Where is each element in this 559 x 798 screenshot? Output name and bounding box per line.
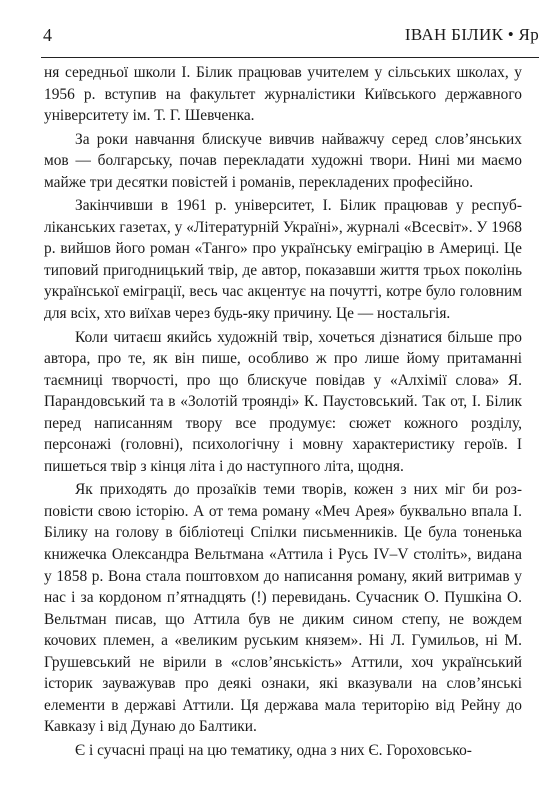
page-number: 4	[43, 25, 52, 45]
paragraph-2: За роки навчання блискуче вивчив найважчу серед слов’янських мов — болгарську, почав перекладати художні твори. Нині ми маємо майже три десятки повістей і романів, перекладених професійно.	[44, 130, 522, 191]
paragraph-6: Є і сучасні праці на цю тематику, одна з них Є. Гороховсько-	[75, 741, 472, 759]
paragraph-3: Закінчивши в 1961 р. університет, І. Білик працював у республіканських газетах, у «Літературній Україні», журналі «Всесвіт». У 1968 р. вийшов його роман «Танго» про українську еміграцію в Америці. Це типовий пригодницький твір, де автор, показавши життя трьох поколінь української еміграції, весь час акцентує на почутті, котре було головним для всіх, хто виїхав через будь-яку причину. Це — ностальгія.	[44, 197, 522, 323]
paragraph-5: Як приходять до прозаїків теми творів, кожен з них міг би розповісти свою історію. А от тема роману «Меч Арея» буквально впала І. Білику на голову в бібліотеці Спілки письменників. Це була тоненька книжечка Олександра Вельтмана «Аттила і Русь IV–V століть», видана у 1858 р. Вона стала поштовхом до написання роману, який витримав у нас і за кордоном п’ятнадцять (!) перевидань. Сучасник О. Пушкіна О. Вельтман писав, що Аттила був не диким сином степу, не вождем кочових племен, а «великим руським князем». Ні Л. Гумильов, ні М. Грушевський не вірили в «слов’янськість» Аттили, хоч український історик зауважував про деякі ознаки, які вказували на слов’янські елементи в державі Аттили. Ця держава мала територію від Рейну до Кавказу і від Дунаю до Балтики.	[44, 481, 522, 736]
body-text	[44, 62, 522, 762]
running-head: ІВАН БІЛИК • Яр	[404, 25, 539, 44]
header-divider	[41, 57, 539, 58]
paragraph-4: Коли читаєш якийсь художній твір, хочеться дізнатися більше про автора, про те, як він пише, особливо ж про лише йому притаманні таємниці творчості, про що блискуче повідав у «Алхімії слова» Я. Парандовський та в «Золотій троянді» К. Паустовський. Так от, І. Білик перед написанням твору все продумує: сюжет кожного розділу, персонажі (головні), психологічну і мовну характеристику героїв. І пишеться твір з кінця літа і до наступного літа, щодня.	[44, 328, 522, 475]
paragraph-1: ня середньої школи І. Білик працював учителем у сільських школах, у 1956 р. вступив на факультет журналістики Київського державного університету ім. Т. Г. Шевченка.	[44, 64, 522, 125]
